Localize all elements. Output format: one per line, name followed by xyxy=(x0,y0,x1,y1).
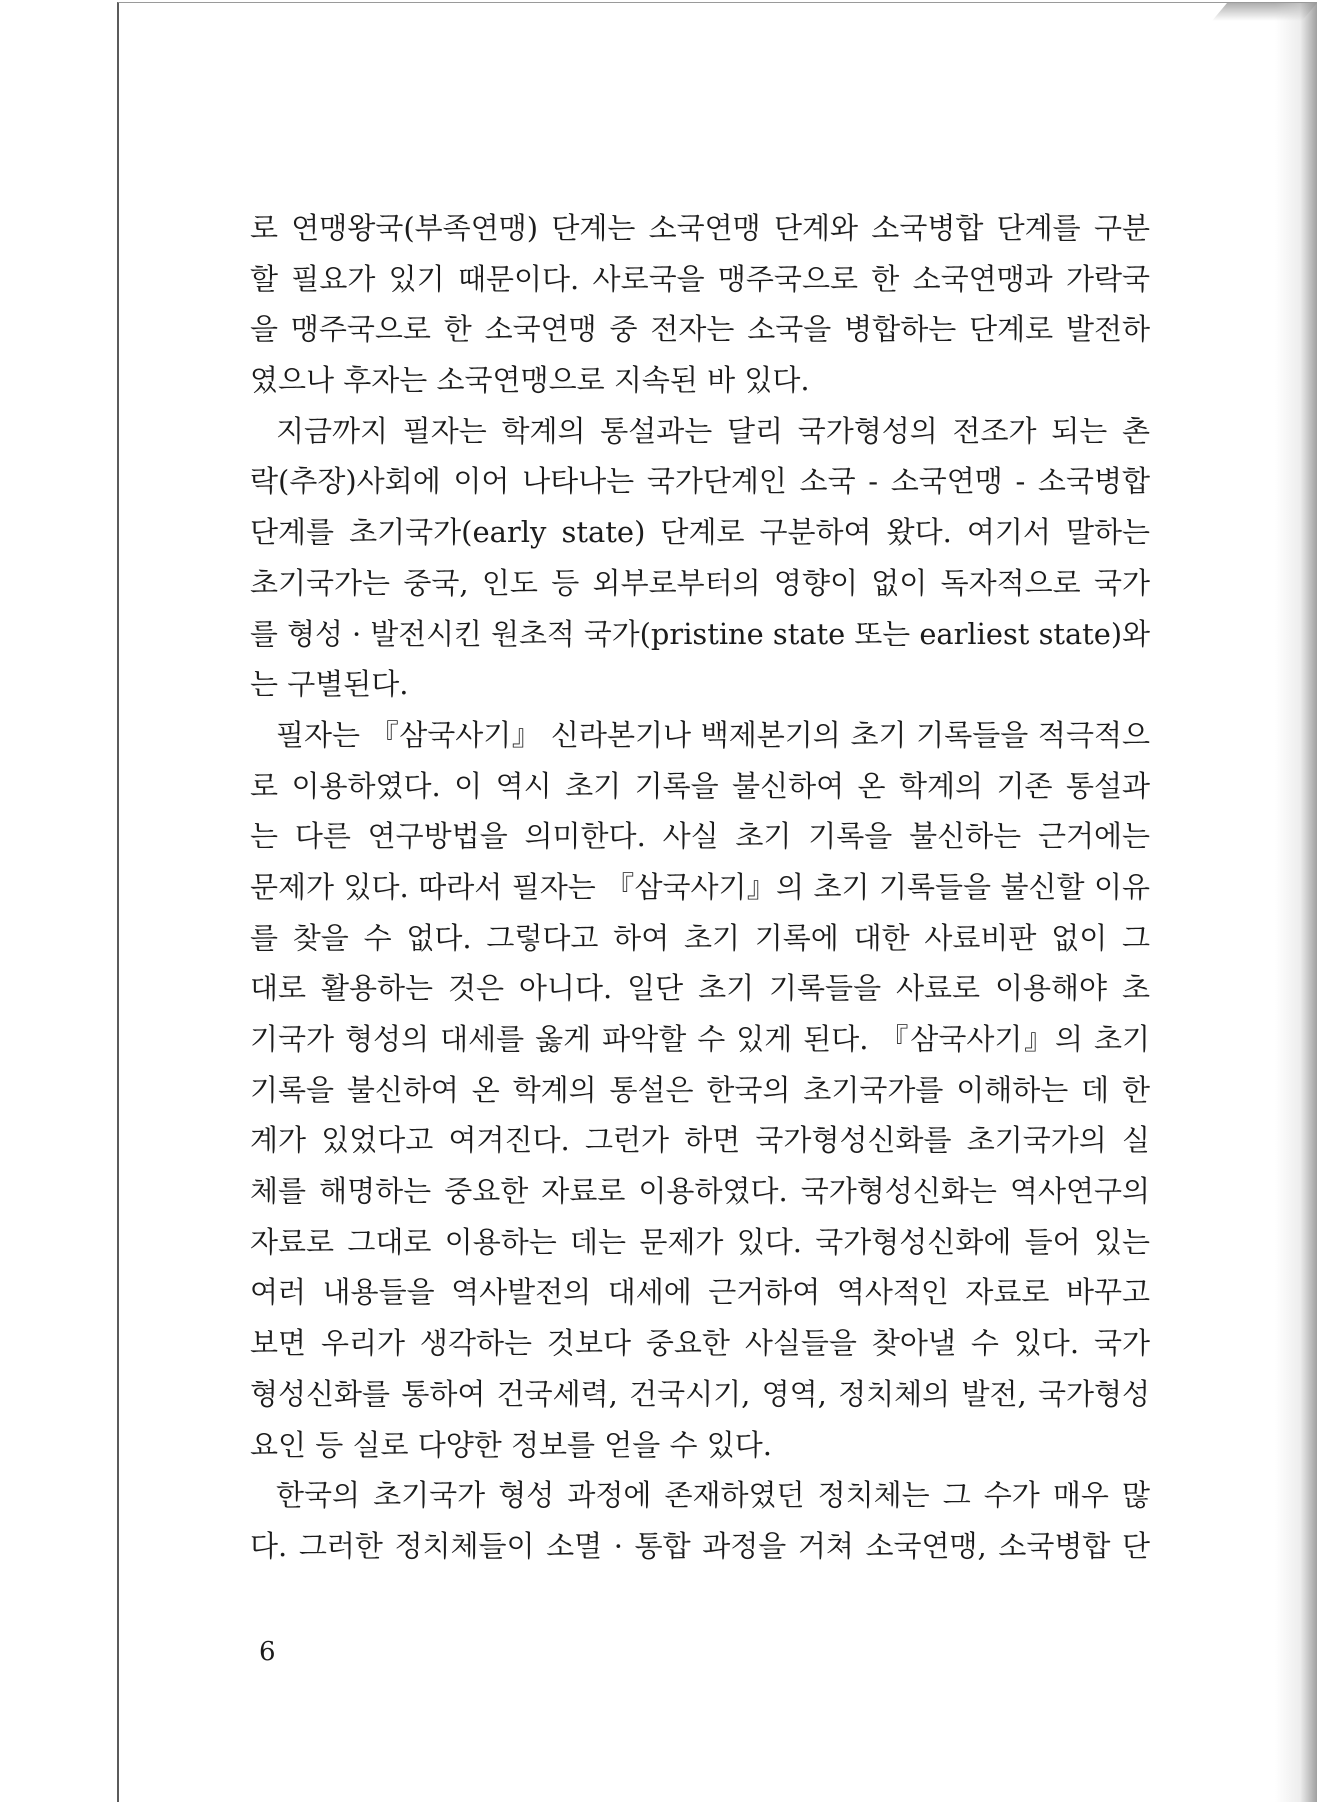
text-line: 형성신화를 통하여 건국세력, 건국시기, 영역, 정치체의 발전, 국가형성 xyxy=(250,1376,1150,1411)
text-line: 기록을 불신하여 온 학계의 통설은 한국의 초기국가를 이해하는 데 한 xyxy=(250,1072,1150,1107)
text-line: 을 맹주국으로 한 소국연맹 중 전자는 소국을 병합하는 단계로 발전하 xyxy=(250,312,1150,347)
page-edge-shadow xyxy=(1275,3,1317,1802)
text-line: 요인 등 실로 다양한 정보를 얻을 수 있다. xyxy=(250,1427,772,1462)
viewer-margin xyxy=(0,0,116,1806)
paragraph xyxy=(250,1470,1150,1571)
text-line: 계가 있었다고 여겨진다. 그런가 하면 국가형성신화를 초기국가의 실 xyxy=(250,1123,1150,1158)
paragraph xyxy=(250,710,1150,1470)
text-line: 였으나 후자는 소국연맹으로 지속된 바 있다. xyxy=(250,363,810,398)
text-line: 는 다른 연구방법을 의미한다. 사실 초기 기록을 불신하는 근거에는 xyxy=(250,819,1150,854)
text-line: 문제가 있다. 따라서 필자는 『삼국사기』의 초기 기록들을 불신할 이유 xyxy=(250,869,1150,904)
text-line: 락(추장)사회에 이어 나타나는 국가단계인 소국 - 소국연맹 - 소국병합 xyxy=(250,464,1150,499)
text-line: 기국가 형성의 대세를 옳게 파악할 수 있게 된다. 『삼국사기』의 초기 xyxy=(250,1022,1150,1056)
body-text xyxy=(250,203,1150,1572)
page-number: 6 xyxy=(259,1637,276,1667)
text-line: 대로 활용하는 것은 아니다. 일단 초기 기록들을 사료로 이용해야 초 xyxy=(250,971,1150,1006)
text-line: 로 이용하였다. 이 역시 초기 기록을 불신하여 온 학계의 기존 통설과 xyxy=(250,768,1150,803)
text-line: 는 구별된다. xyxy=(250,667,409,702)
text-line: 초기국가는 중국, 인도 등 외부로부터의 영향이 없이 독자적으로 국가 xyxy=(250,565,1150,600)
text-line: 필자는 『삼국사기』 신라본기나 백제본기의 초기 기록들을 적극적으 xyxy=(276,717,1150,752)
paragraph xyxy=(250,406,1150,710)
text-line: 체를 해명하는 중요한 자료로 이용하였다. 국가형성신화는 역사연구의 xyxy=(250,1174,1150,1209)
book-page[interactable] xyxy=(117,2,1317,1802)
text-line: 한국의 초기국가 형성 과정에 존재하였던 정치체는 그 수가 매우 많 xyxy=(276,1478,1150,1513)
text-line: 보면 우리가 생각하는 것보다 중요한 사실들을 찾아낼 수 있다. 국가 xyxy=(250,1326,1150,1361)
text-line: 를 찾을 수 없다. 그렇다고 하여 초기 기록에 대한 사료비판 없이 그 xyxy=(250,920,1150,955)
paragraph xyxy=(250,203,1150,406)
text-line: 단계를 초기국가(early state) 단계로 구분하여 왔다. 여기서 말하는 xyxy=(250,515,1150,550)
text-line: 할 필요가 있기 때문이다. 사로국을 맹주국으로 한 소국연맹과 가락국 xyxy=(250,261,1150,296)
text-line: 지금까지 필자는 학계의 통설과는 달리 국가형성의 전조가 되는 촌 xyxy=(276,413,1150,448)
text-line: 다. 그러한 정치체들이 소멸 · 통합 과정을 거쳐 소국연맹, 소국병합 단 xyxy=(250,1528,1150,1563)
text-line: 를 형성 · 발전시킨 원초적 국가(pristine state 또는 earliest state)와 xyxy=(250,616,1150,651)
text-line: 자료로 그대로 이용하는 데는 문제가 있다. 국가형성신화에 들어 있는 xyxy=(250,1224,1150,1259)
text-line: 로 연맹왕국(부족연맹) 단계는 소국연맹 단계와 소국병합 단계를 구분 xyxy=(250,211,1150,245)
text-line: 여러 내용들을 역사발전의 대세에 근거하여 역사적인 자료로 바꾸고 xyxy=(250,1275,1150,1310)
